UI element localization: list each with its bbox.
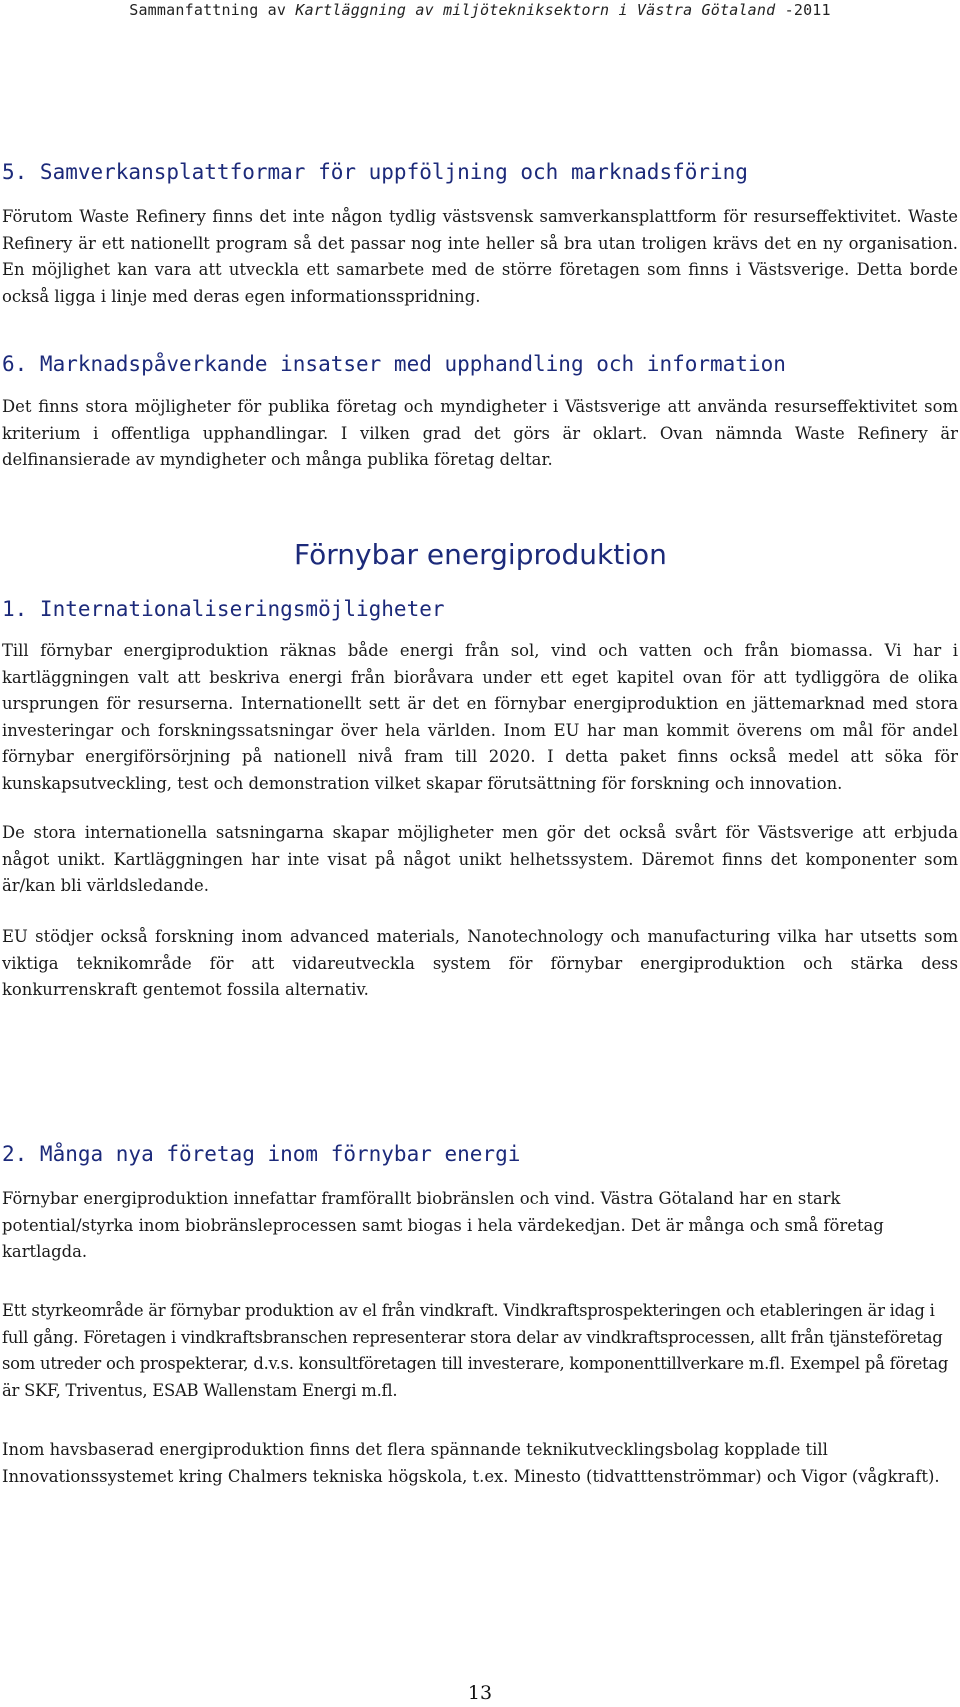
subsection-1-paragraph-3: EU stödjer också forskning inom advanced materials, Nanotechnology och manufacturing vilka har utsetts som viktiga teknikområde för att vidareutveckla system för förnybar energiproduktion och stärka dess konkurrenskraft gentemot fossila alternativ. (2, 927, 958, 999)
subsection-1-heading: 1. Internationaliseringsmöjligheter (2, 597, 445, 621)
section-6-heading: 6. Marknadspåverkande insatser med upphandling och information (2, 352, 786, 376)
header-prefix: Sammanfattning av (129, 1, 296, 19)
chapter-title: Förnybar energiproduktion (294, 538, 667, 571)
subsection-1-paragraph-2: De stora internationella satsningarna skapar möjligheter men gör det också svårt för Västsverige att erbjuda något unikt. Kartläggningen har inte visat på något unikt helhetssystem. Däremot finns det komponenter som är/kan bli världsledande. (2, 823, 958, 895)
subsection-2-paragraph-3: Inom havsbaserad energiproduktion finns det flera spännande teknikutvecklingsbolag kopplade till Innovationssystemet kring Chalmers tekniska högskola, t.ex. Minesto (tidvatttenströmmar) och Vigor (vågkraft). (2, 1440, 940, 1486)
subsection-2-paragraph-1: Förnybar energiproduktion innefattar framförallt biobränslen och vind. Västra Götaland har en stark potential/styrka inom biobränsleprocessen samt biogas i hela värdekedjan. Det är många och små företag kartlagda. (2, 1189, 884, 1261)
running-header (0, 0, 960, 20)
subsection-1-paragraph-1: Till förnybar energiproduktion räknas både energi från sol, vind och vatten och från biomassa. Vi har i kartläggningen valt att beskriva energi från bioråvara under ett eget kapitel ovan för att tydliggöra de olika ursprungen för resurserna. Internationellt sett är det en förnybar energiproduktion en jättemarknad med stora investeringar och forskningssatsningar över hela världen. Inom EU har man kommit överens om mål för andel förnybar energiförsörjning på nationell nivå fram till 2020. I detta paket finns också medel att söka för kunskapsutveckling, test och demonstration vilket skapar förutsättning för forskning och innovation. (2, 641, 958, 793)
subsection-2-paragraph-2: Ett styrkeområde är förnybar produktion av el från vindkraft. Vindkraftsprospekteringen och etableringen är idag i full gång. Företagen i vindkraftsbranschen representerar stora delar av vindkraftsprocessen, allt från tjänsteföretag som utreder och prospekterar, d.v.s. konsultföretagen till investerare, komponenttillverkare m.fl. Exempel på företag är SKF, Triventus, ESAB Wallenstam Energi m.fl. (2, 1301, 949, 1400)
page-number: 13 (467, 1682, 493, 1704)
section-5-paragraph: Förutom Waste Refinery finns det inte någon tydlig västsvensk samverkansplattform för resurseffektivitet. Waste Refinery är ett nationellt program så det passar nog inte heller så bra utan troligen krävs det en ny organisation. En möjlighet kan vara att utveckla ett samarbete med de större företagen som finns i Västsverige. Detta borde också ligga i linje med deras egen informationsspridning. (2, 207, 958, 306)
section-5-heading: 5. Samverkansplattformar för uppföljning och marknadsföring (2, 160, 748, 184)
subsection-2-heading: 2. Många nya företag inom förnybar energi (2, 1142, 521, 1166)
section-6-paragraph: Det finns stora möjligheter för publika företag och myndigheter i Västsverige att använda resurseffektivitet som kriterium i offentliga upphandlingar. I vilken grad det görs är oklart. Ovan nämnda Waste Refinery är delfinansierade av myndigheter och många publika företag deltar. (2, 397, 958, 469)
header-italic-title: Kartläggning av miljötekniksektorn i Västra Götaland (295, 1, 776, 19)
header-suffix: -2011 (775, 1, 831, 19)
